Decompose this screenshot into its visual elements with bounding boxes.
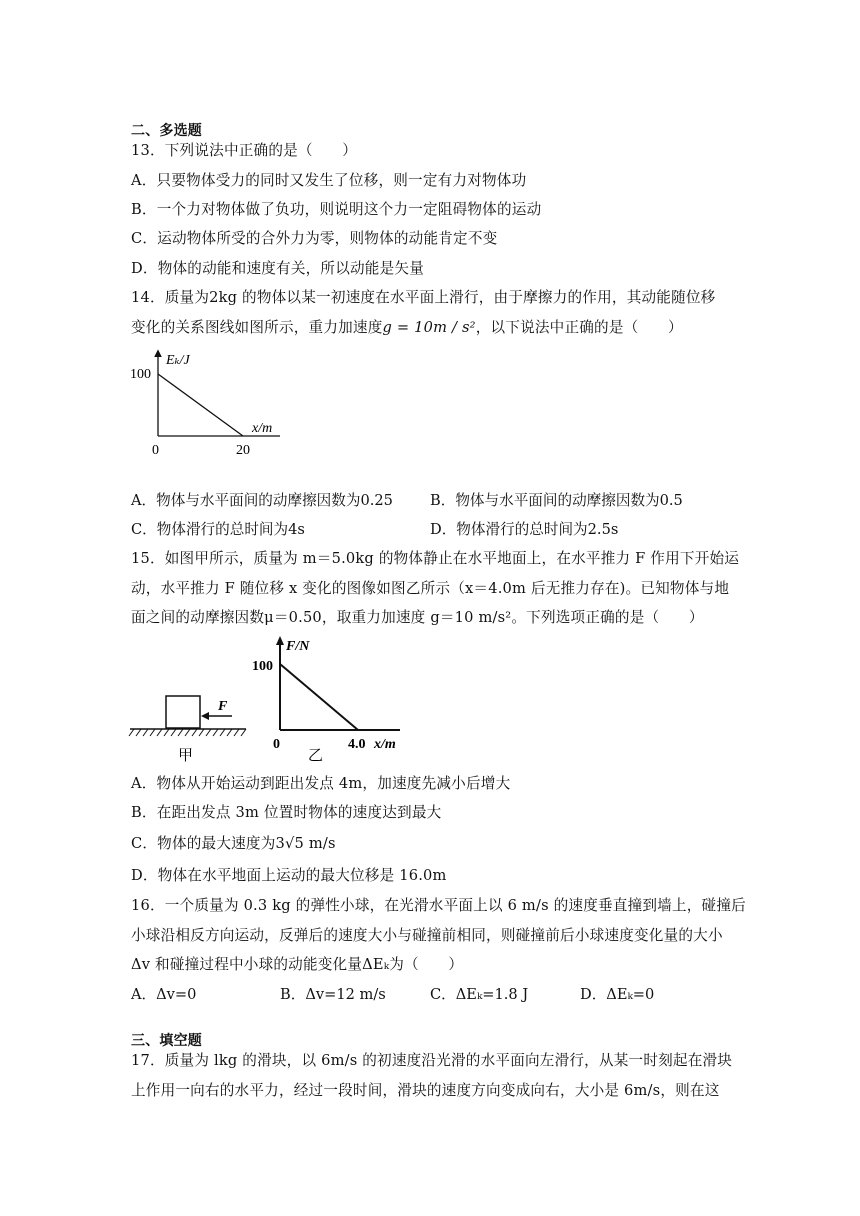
q15-option-d: D．物体在水平地面上运动的最大位移是 16.0m xyxy=(131,867,447,884)
q16-stem-line1: 16．一个质量为 0.3 kg 的弹性小球，在光滑水平面上以 6 m/s 的速度垂直撞到墙上，碰撞后 xyxy=(131,897,746,914)
block xyxy=(166,696,200,728)
q17-stem-line1: 17．质量为 lkg 的滑块，以 6m/s 的初速度沿光滑的水平面向左滑行，从某一时刻起在滑块 xyxy=(131,1052,733,1069)
q13-option-b: B．一个力对物体做了负功，则说明这个力一定阻碍物体的运动 xyxy=(131,201,542,218)
q13-option-d: D．物体的动能和速度有关，所以动能是矢量 xyxy=(131,260,424,277)
q15-origin: 0 xyxy=(273,737,280,752)
q15-force-line xyxy=(280,664,358,730)
q15-stem-line3: 面之间的动摩擦因数μ＝0.50，取重力加速度 g＝10 m/s²。下列选项正确的是（ ） xyxy=(131,609,704,626)
q13-option-a: A．只要物体受力的同时又发生了位移，则一定有力对物体功 xyxy=(131,172,527,189)
q15-stem-line1: 15．如图甲所示，质量为 m＝5.0kg 的物体静止在水平地面上，在水平推力 F 作用下开始运 xyxy=(131,550,740,567)
q13-stem: 13．下列说法中正确的是（ ） xyxy=(131,142,358,159)
q14-x-label: x/m xyxy=(252,421,273,436)
q15-force-graph-yi xyxy=(250,634,410,766)
q15-x-tick: 4.0 xyxy=(348,737,366,752)
q14-stem-line1: 14．质量为2kg 的物体以某一初速度在水平面上滑行，由于摩擦力的作用，其动能随位移 xyxy=(131,289,716,306)
section-title-multiple-choice: 二、多选题 xyxy=(131,123,202,139)
gravity-formula: g = 10m / s² xyxy=(382,319,476,336)
q16-stem-line3: Δv 和碰撞过程中小球的动能变化量ΔEₖ为（ ） xyxy=(131,956,464,973)
q14-origin: 0 xyxy=(152,443,159,458)
q13-option-c: C．运动物体所受的合外力为零，则物体的动能肯定不变 xyxy=(131,230,498,247)
q14-option-b: B．物体与水平面间的动摩擦因数为0.5 xyxy=(430,492,683,509)
q16-stem-line2: 小球沿相反方向运动，反弹后的速度大小与碰撞前相同，则碰撞前后小球速度变化量的大小 xyxy=(131,927,723,944)
q16-option-b: B．Δv=12 m/s xyxy=(280,986,386,1003)
q15-stem-line2: 动，水平推力 F 随位移 x 变化的图像如图乙所示（x＝4.0m 后无推力存在)。已知物体与地 xyxy=(131,580,730,597)
q14-option-d: D．物体滑行的总时间为2.5s xyxy=(430,521,619,538)
q14-stem-line2 xyxy=(131,318,683,338)
q15-y-label: F/N xyxy=(286,639,310,654)
q15-x-label: x/m xyxy=(374,737,396,752)
force-label: F xyxy=(218,699,228,714)
force-arrowhead xyxy=(201,712,209,720)
q16-option-c: C．ΔEₖ=1.8 J xyxy=(430,986,529,1003)
q16-option-d: D．ΔEₖ=0 xyxy=(580,986,655,1003)
q15-y-tick: 100 xyxy=(252,659,273,674)
q14-x-tick: 20 xyxy=(236,443,250,458)
q15-option-a: A．物体从开始运动到距出发点 4m，加速度先减小后增大 xyxy=(131,775,511,792)
q15-y-arrowhead xyxy=(276,636,284,645)
section-title-fill-blank: 三、填空题 xyxy=(131,1033,202,1049)
q16-option-a: A．Δv=0 xyxy=(131,986,197,1003)
q14-energy-line xyxy=(158,374,243,436)
q15-option-b: B．在距出发点 3m 位置时物体的速度达到最大 xyxy=(131,804,442,821)
ground-hatching xyxy=(129,729,246,736)
q14-stem-line2-a: 变化的关系图线如图所示，重力加速度 xyxy=(131,319,383,336)
q15-figure-jia xyxy=(128,688,250,766)
q17-stem-line2: 上作用一向右的水平力，经过一段时间，滑块的速度方向变成向右，大小是 6m/s，则在这 xyxy=(131,1082,720,1099)
q15-option-c: C．物体的最大速度为3√5 m/s xyxy=(131,835,336,852)
q14-option-a: A．物体与水平面间的动摩擦因数为0.25 xyxy=(131,492,393,509)
caption-yi: 乙 xyxy=(308,748,324,764)
q14-y-label: Eₖ/J xyxy=(166,353,190,368)
q14-option-c: C．物体滑行的总时间为4s xyxy=(131,521,305,538)
q14-y-tick: 100 xyxy=(130,367,151,382)
q14-energy-graph xyxy=(128,348,288,460)
q14-stem-line2-b: ，以下说法中正确的是（ ） xyxy=(475,319,683,336)
caption-jia: 甲 xyxy=(178,748,194,764)
